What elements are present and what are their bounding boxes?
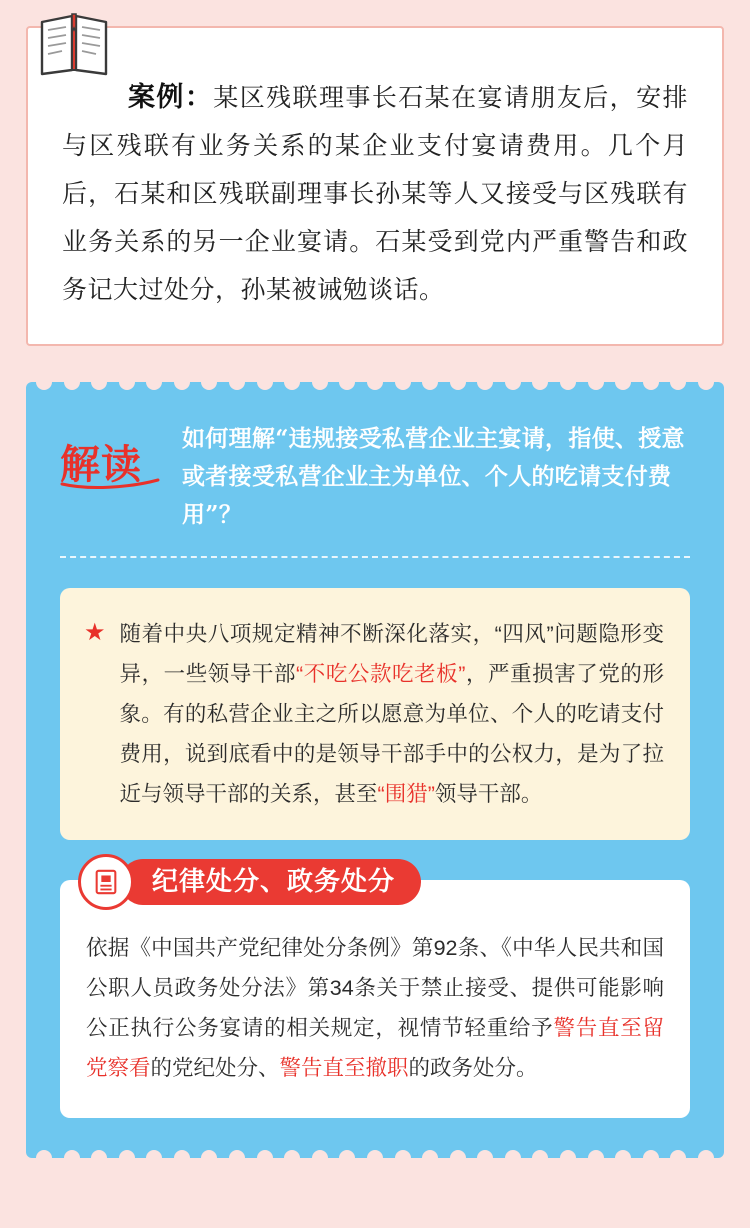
notch xyxy=(284,1150,300,1166)
case-paragraph xyxy=(62,74,688,314)
notch xyxy=(670,1150,686,1166)
notch xyxy=(36,1150,52,1166)
notch xyxy=(422,374,438,390)
notch xyxy=(64,1150,80,1166)
notch xyxy=(312,374,328,390)
notch xyxy=(284,374,300,390)
pun-seg-2: 的党纪处分、 xyxy=(150,1056,280,1080)
notch xyxy=(229,1150,245,1166)
note-paragraph xyxy=(120,614,664,814)
notch xyxy=(367,374,383,390)
case-label: 案例： xyxy=(128,82,214,113)
notch xyxy=(339,1150,355,1166)
pun-seg-3-highlight: 警告直至撤职 xyxy=(279,1056,409,1080)
notch xyxy=(174,1150,190,1166)
notch xyxy=(643,374,659,390)
note-seg-0: 随着中央八项规定精神不断深化落实，“四风”问题隐形变异，一些领导干部 xyxy=(119,622,664,686)
note-seg-4: 领导干部。 xyxy=(434,782,543,806)
pun-seg-1-highlight: 警告直至留党察看 xyxy=(86,1016,664,1080)
notch xyxy=(367,1150,383,1166)
punishment-title: 纪律处分、政务处分 xyxy=(120,859,421,905)
notch-row-bottom xyxy=(26,1150,724,1166)
notch xyxy=(450,374,466,390)
notch-row-top xyxy=(26,374,724,390)
notch xyxy=(119,374,135,390)
notch xyxy=(588,1150,604,1166)
interpretation-badge xyxy=(58,420,166,492)
notch xyxy=(670,374,686,390)
note-seg-3-highlight: “围猎” xyxy=(377,782,435,806)
pun-seg-4: 的政务处分。 xyxy=(408,1056,538,1080)
note-box xyxy=(60,588,690,840)
notch xyxy=(119,1150,135,1166)
notch xyxy=(615,374,631,390)
pun-seg-0: 依据《中国共产党纪律处分条例》第92条、《中华人民共和国公职人员政务处分法》第34条关于禁止接受、提供可能影响公正执行公务宴请的相关规定，视情节轻重给予 xyxy=(86,936,664,1040)
notch xyxy=(560,1150,576,1166)
notch xyxy=(146,1150,162,1166)
notch xyxy=(698,1150,714,1166)
case-body: 某区残联理事长石某在宴请朋友后，安排与区残联有业务关系的某企业支付宴请费用。几个月后，石某和区残联副理事长孙某等人又接受与区残联有业务关系的另一企业宴请。石某受到党内严重警告和政务记大过处分，孙某被诫勉谈话。 xyxy=(62,83,688,304)
case-card xyxy=(26,26,724,346)
notch xyxy=(588,374,604,390)
notch xyxy=(201,374,217,390)
note-seg-2: ，严重损害了党的形象。有的私营企业主之所以愿意为单位、个人的吃请支付费用，说到底看中的是领导干部手中的公权力，是为了拉近与领导干部的关系，甚至 xyxy=(119,662,664,806)
interpretation-header xyxy=(52,416,698,534)
notch xyxy=(532,1150,548,1166)
notch xyxy=(91,374,107,390)
punishment-card xyxy=(60,867,690,1118)
interpretation-panel xyxy=(26,382,724,1158)
svg-text:解读: 解读 xyxy=(60,441,142,488)
notch xyxy=(505,1150,521,1166)
punishment-paragraph xyxy=(86,928,664,1088)
notch xyxy=(257,374,273,390)
notch xyxy=(201,1150,217,1166)
notch xyxy=(532,374,548,390)
notch xyxy=(36,374,52,390)
interpretation-title: 如何理解“违规接受私营企业主宴请，指使、授意或者接受私营企业主为单位、个人的吃请支付费用”？ xyxy=(182,425,685,528)
notch xyxy=(91,1150,107,1166)
notch xyxy=(698,374,714,390)
notch xyxy=(257,1150,273,1166)
notch xyxy=(615,1150,631,1166)
notch xyxy=(229,374,245,390)
dashed-divider xyxy=(60,556,690,558)
notch xyxy=(395,1150,411,1166)
notch xyxy=(174,374,190,390)
notch xyxy=(395,374,411,390)
open-book-icon xyxy=(36,12,114,78)
punishment-header xyxy=(78,854,421,910)
star-icon: ★ xyxy=(84,619,106,646)
notch xyxy=(422,1150,438,1166)
notch xyxy=(64,374,80,390)
notch xyxy=(477,1150,493,1166)
notch xyxy=(339,374,355,390)
notch xyxy=(643,1150,659,1166)
notch xyxy=(560,374,576,390)
notch xyxy=(312,1150,328,1166)
notch xyxy=(505,374,521,390)
notch xyxy=(477,374,493,390)
note-seg-1-highlight: “不吃公款吃老板” xyxy=(296,662,466,686)
notch xyxy=(146,374,162,390)
notch xyxy=(450,1150,466,1166)
document-seal-icon xyxy=(78,854,134,910)
